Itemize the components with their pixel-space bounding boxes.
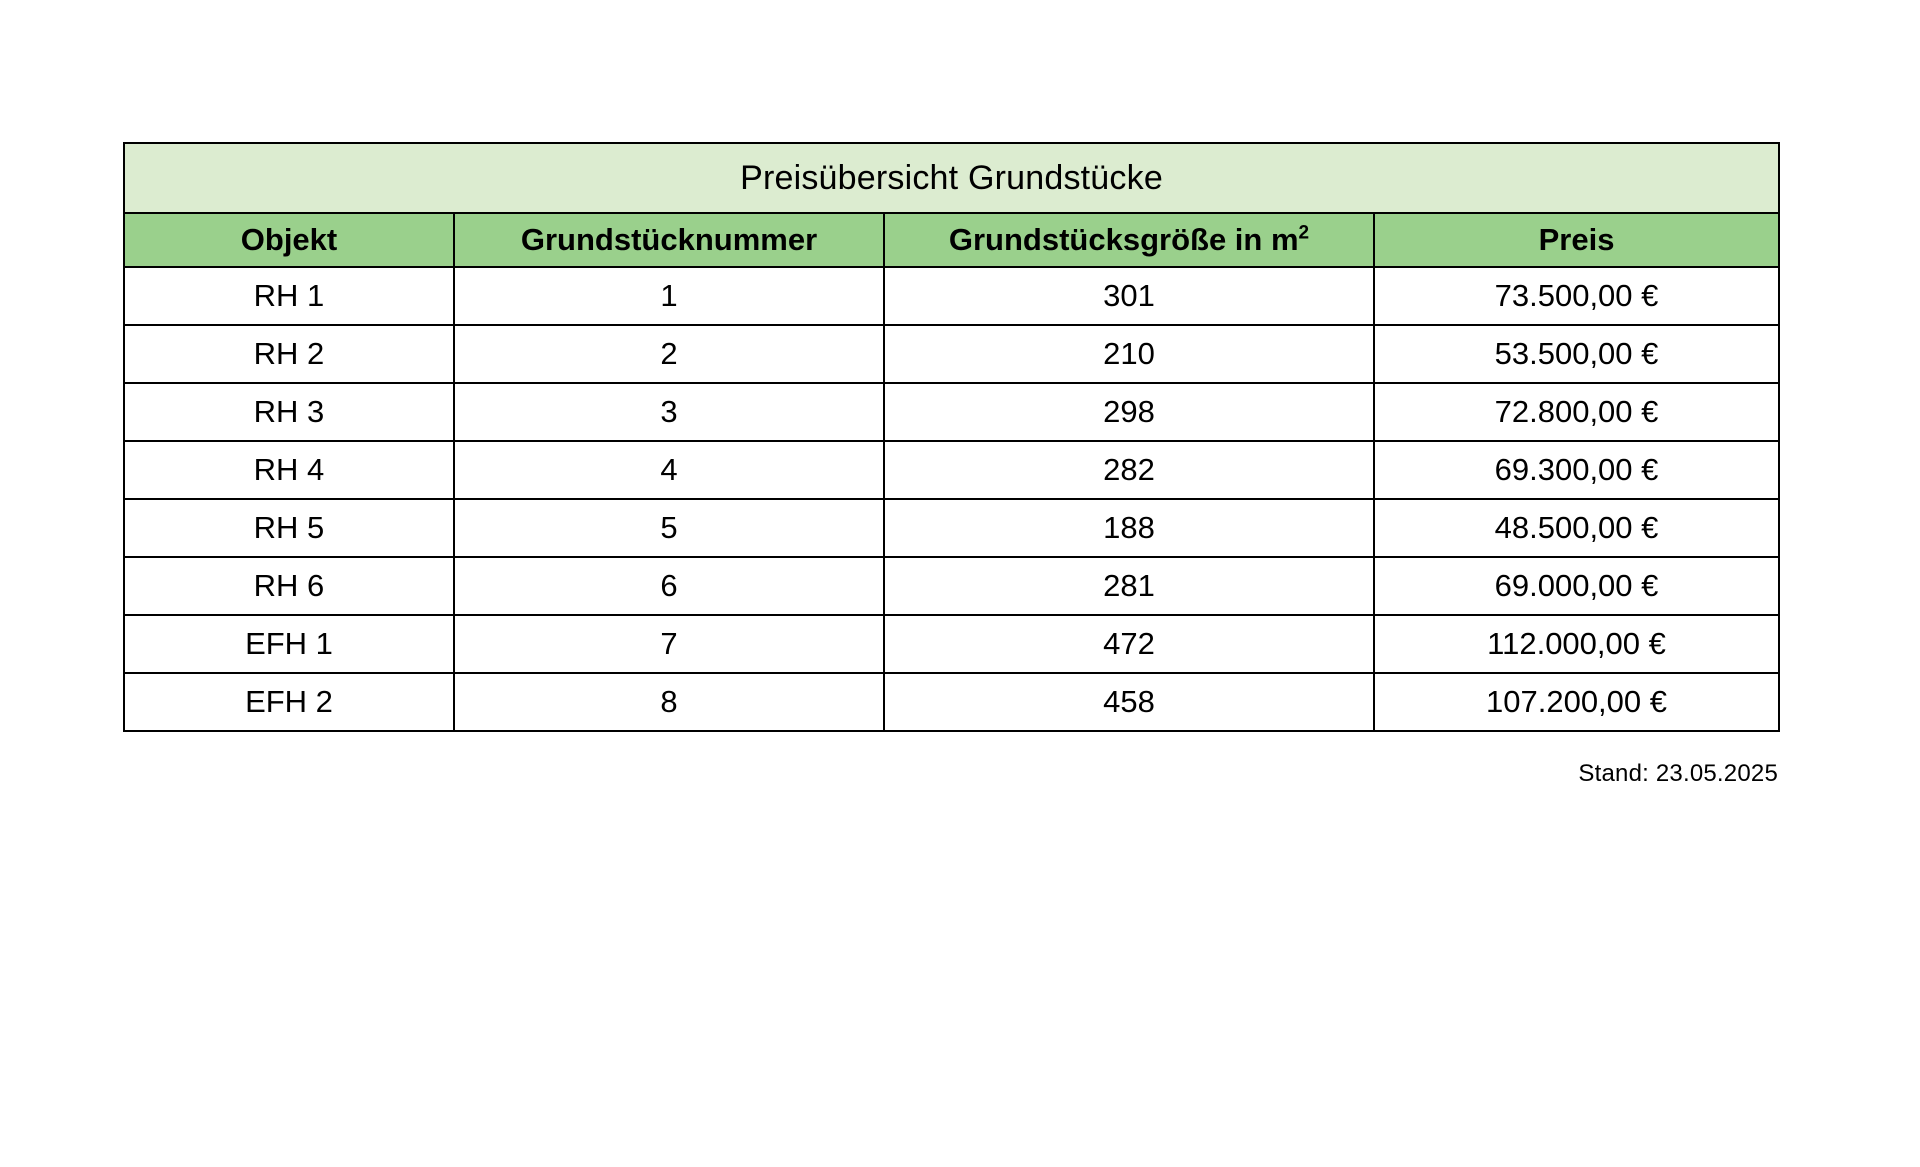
table-row bbox=[124, 499, 1779, 557]
cell-preis: 72.800,00 € bbox=[1374, 383, 1779, 441]
column-header-grundstuecksgroesse-text: Grundstücksgröße in m bbox=[948, 222, 1299, 257]
cell-preis: 53.500,00 € bbox=[1374, 325, 1779, 383]
cell-nummer: 3 bbox=[454, 383, 884, 441]
cell-nummer: 1 bbox=[454, 267, 884, 325]
cell-objekt: RH 3 bbox=[124, 383, 454, 441]
table-row bbox=[124, 557, 1779, 615]
cell-preis: 69.300,00 € bbox=[1374, 441, 1779, 499]
table-row bbox=[124, 615, 1779, 673]
table-header-row bbox=[124, 213, 1779, 267]
table-row bbox=[124, 441, 1779, 499]
cell-groesse: 282 bbox=[884, 441, 1374, 499]
cell-nummer: 5 bbox=[454, 499, 884, 557]
cell-nummer: 8 bbox=[454, 673, 884, 731]
cell-preis: 48.500,00 € bbox=[1374, 499, 1779, 557]
price-overview-sheet bbox=[123, 142, 1778, 732]
cell-nummer: 4 bbox=[454, 441, 884, 499]
cell-objekt: RH 1 bbox=[124, 267, 454, 325]
cell-objekt: RH 2 bbox=[124, 325, 454, 383]
column-header-preis: Preis bbox=[1374, 213, 1779, 267]
cell-preis: 107.200,00 € bbox=[1374, 673, 1779, 731]
cell-objekt: RH 5 bbox=[124, 499, 454, 557]
cell-groesse: 301 bbox=[884, 267, 1374, 325]
table-row bbox=[124, 673, 1779, 731]
cell-objekt: EFH 1 bbox=[124, 615, 454, 673]
cell-groesse: 472 bbox=[884, 615, 1374, 673]
column-header-objekt: Objekt bbox=[124, 213, 454, 267]
price-table bbox=[123, 142, 1780, 732]
cell-objekt: RH 6 bbox=[124, 557, 454, 615]
column-header-grundstuecknummer: Grundstücknummer bbox=[454, 213, 884, 267]
cell-nummer: 2 bbox=[454, 325, 884, 383]
cell-objekt: RH 4 bbox=[124, 441, 454, 499]
cell-preis: 112.000,00 € bbox=[1374, 615, 1779, 673]
cell-groesse: 210 bbox=[884, 325, 1374, 383]
cell-groesse: 458 bbox=[884, 673, 1374, 731]
cell-nummer: 7 bbox=[454, 615, 884, 673]
cell-preis: 73.500,00 € bbox=[1374, 267, 1779, 325]
cell-preis: 69.000,00 € bbox=[1374, 557, 1779, 615]
cell-objekt: EFH 2 bbox=[124, 673, 454, 731]
table-row bbox=[124, 267, 1779, 325]
cell-groesse: 281 bbox=[884, 557, 1374, 615]
status-date: Stand: 23.05.2025 bbox=[1578, 760, 1778, 787]
cell-groesse: 188 bbox=[884, 499, 1374, 557]
cell-groesse: 298 bbox=[884, 383, 1374, 441]
cell-nummer: 6 bbox=[454, 557, 884, 615]
column-header-superscript-two: 2 bbox=[1298, 222, 1310, 244]
table-title-row bbox=[124, 143, 1779, 213]
column-header-grundstuecksgroesse bbox=[884, 213, 1374, 267]
page-title: Preisübersicht Grundstücke bbox=[124, 143, 1779, 213]
table-row bbox=[124, 383, 1779, 441]
table-row bbox=[124, 325, 1779, 383]
